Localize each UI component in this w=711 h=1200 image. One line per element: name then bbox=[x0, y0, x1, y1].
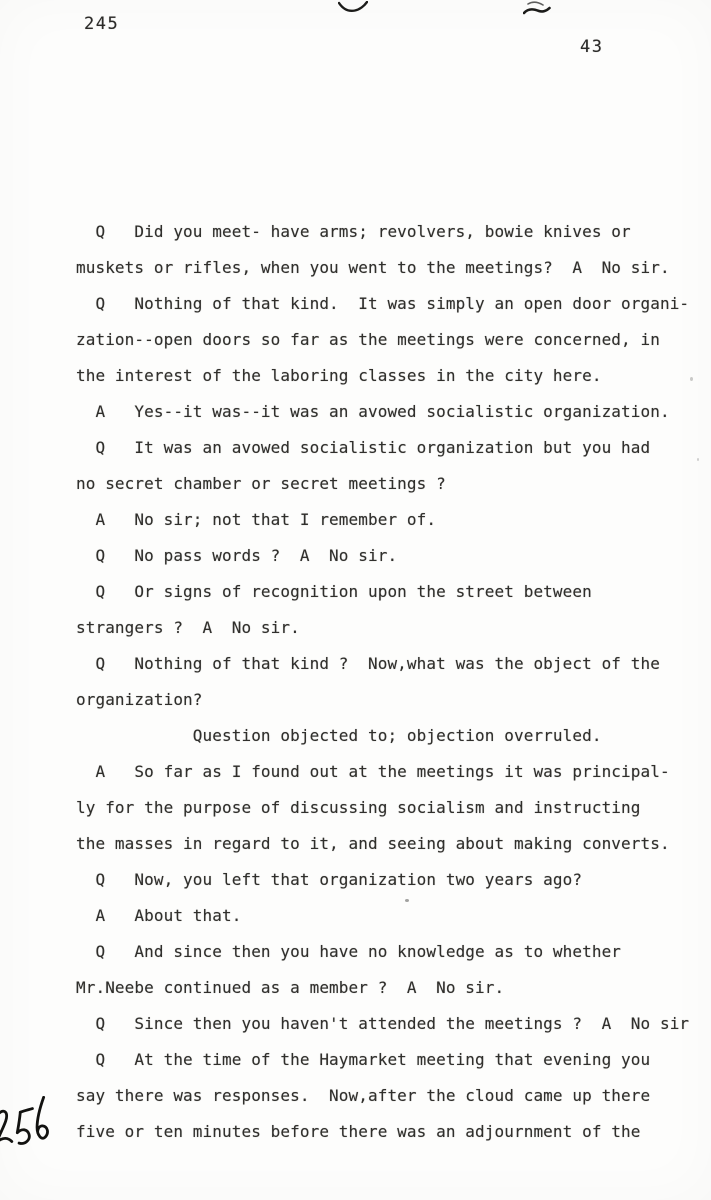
transcript-line: no secret chamber or secret meetings ? bbox=[76, 474, 446, 493]
ink-speck bbox=[690, 377, 693, 381]
transcript-line: A No sir; not that I remember of. bbox=[76, 510, 437, 529]
transcript-line: five or ten minutes before there was an adjournment of the bbox=[76, 1122, 641, 1141]
transcript-line: Q Or signs of recognition upon the street between bbox=[76, 582, 592, 601]
transcript-line: Q Now, you left that organization two years ago? bbox=[76, 870, 583, 889]
transcript-body bbox=[76, 214, 706, 1150]
transcript-line: A About that. bbox=[76, 906, 242, 925]
transcript-line: A Yes--it was--it was an avowed socialistic organization. bbox=[76, 402, 670, 421]
page-number-top-left: 245 bbox=[84, 14, 120, 34]
transcript-line: Q Nothing of that kind ? Now,what was the object of the bbox=[76, 654, 660, 673]
transcript-line: Q Nothing of that kind. It was simply an open door organi- bbox=[76, 294, 690, 313]
handwritten-page-number bbox=[0, 1096, 53, 1158]
transcript-line: zation--open doors so far as the meetings were concerned, in bbox=[76, 330, 660, 349]
pen-squiggle-icon bbox=[523, 0, 551, 18]
transcript-line: Q Since then you haven't attended the meetings ? A No sir bbox=[76, 1014, 690, 1033]
transcript-line: the interest of the laboring classes in the city here. bbox=[76, 366, 602, 385]
transcript-line: Q At the time of the Haymarket meeting that evening you bbox=[76, 1050, 651, 1069]
transcript-line: Q Did you meet- have arms; revolvers, bowie knives or bbox=[76, 222, 631, 241]
transcript-line: Q And since then you have no knowledge as to whether bbox=[76, 942, 622, 961]
transcript-line: Question objected to; objection overruled. bbox=[76, 726, 602, 745]
ink-speck bbox=[405, 899, 409, 902]
transcript-line: ly for the purpose of discussing socialism and instructing bbox=[76, 798, 641, 817]
pen-mark-icon bbox=[338, 1, 368, 14]
transcript-line: Q No pass words ? A No sir. bbox=[76, 546, 398, 565]
transcript-line: muskets or rifles, when you went to the meetings? A No sir. bbox=[76, 258, 670, 277]
transcript-line: the masses in regard to it, and seeing about making converts. bbox=[76, 834, 670, 853]
transcript-line: Mr.Neebe continued as a member ? A No sir. bbox=[76, 978, 505, 997]
transcript-line: strangers ? A No sir. bbox=[76, 618, 300, 637]
transcript-line: Q It was an avowed socialistic organization but you had bbox=[76, 438, 651, 457]
transcript-line: A So far as I found out at the meetings it was principal- bbox=[76, 762, 670, 781]
ink-speck bbox=[697, 458, 699, 461]
page-number-top-right: 43 bbox=[580, 37, 604, 57]
transcript-line: organization? bbox=[76, 690, 203, 709]
transcript-line: say there was responses. Now,after the cloud came up there bbox=[76, 1086, 651, 1105]
